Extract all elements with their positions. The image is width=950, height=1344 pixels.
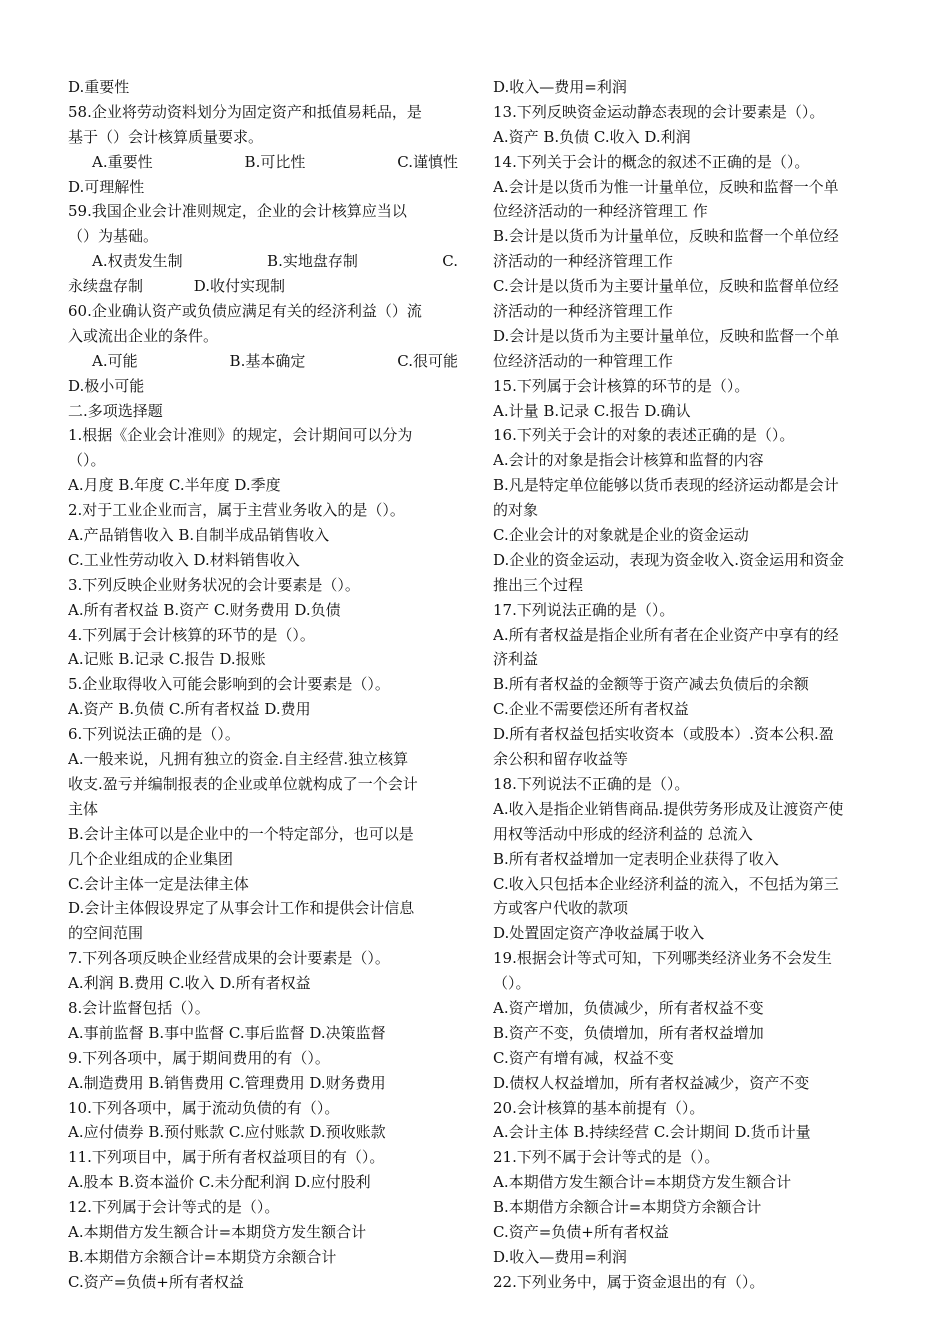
option-b: B.基本确定 xyxy=(229,351,306,370)
text-line: B.会计主体可以是企业中的一个特定部分，也可以是 xyxy=(68,824,414,843)
question-60-options xyxy=(68,349,458,374)
text-line: 1.根据《企业会计准则》的规定，会计期间可以分为 xyxy=(68,426,413,445)
option-c-cont: 永续盘存制 xyxy=(68,277,144,296)
option-b: B.可比性 xyxy=(244,152,306,171)
text-line: A.资产增加，负债减少，所有者权益不变 xyxy=(493,998,764,1017)
text-line: A.记账 B.记录 C.报告 D.报账 xyxy=(68,650,266,669)
text-line: 12.下列属于会计等式的是（）。 xyxy=(68,1198,280,1217)
text-line: 的对象 xyxy=(493,501,539,520)
text-line: A.月度 B.年度 C.半年度 D.季度 xyxy=(68,476,281,495)
option-c: C.很可能 xyxy=(397,351,458,370)
text-line: C.会计是以货币为主要计量单位，反映和监督单位经 xyxy=(493,277,839,296)
option-c: C. xyxy=(442,252,458,271)
question-58-options xyxy=(68,150,458,175)
text-line: D.重要性 xyxy=(68,78,130,96)
text-line: D.处置固定资产净收益属于收入 xyxy=(493,924,705,943)
text-line: A.制造费用 B.销售费用 C.管理费用 D.财务费用 xyxy=(68,1073,386,1092)
text-line: 13.下列反映资金运动静态表现的会计要素是（）。 xyxy=(493,102,825,121)
text-line: 几个企业组成的企业集团 xyxy=(68,849,234,868)
text-line: 济活动的一种经济管理工作 xyxy=(493,252,674,271)
text-line: C.企业会计的对象就是企业的资金运动 xyxy=(493,526,749,545)
option-a: A.重要性 xyxy=(92,152,153,171)
text-line: A.收入是指企业销售商品.提供劳务形成及让渡资产使 xyxy=(493,799,844,818)
text-line: B.所有者权益的金额等于资产减去负债后的余额 xyxy=(493,675,809,694)
text-line: 11.下列项目中，属于所有者权益项目的有（）。 xyxy=(68,1148,385,1167)
text-line: 15.下列属于会计核算的环节的是（）。 xyxy=(493,376,750,395)
option-a: A.权责发生制 xyxy=(92,252,183,271)
question-59-options xyxy=(68,249,458,274)
text-line: 位经济活动的一种经济管理工 作 xyxy=(493,202,708,221)
text-line: A.所有者权益 B.资产 C.财务费用 D.负债 xyxy=(68,600,341,619)
text-line: 方或客户代收的款项 xyxy=(493,899,629,918)
text-line: 10.下列各项中，属于流动负债的有（）。 xyxy=(68,1098,340,1117)
text-line: 22.下列业务中，属于资金退出的有（）。 xyxy=(493,1272,765,1291)
text-line: 19.根据会计等式可知，下列哪类经济业务不会发生 xyxy=(493,949,832,968)
option-d: D.收付实现制 xyxy=(193,277,286,296)
text-line: A.本期借方发生额合计=本期贷方发生额合计 xyxy=(68,1222,367,1241)
text-line: 2.对于工业企业而言，属于主营业务收入的是（）。 xyxy=(68,501,405,520)
text-line: D.企业的资金运动，表现为资金收入.资金运用和资金 xyxy=(493,550,845,569)
text-line: A.一般来说，凡拥有独立的资金.自主经营.独立核算 xyxy=(68,750,409,769)
text-line: 20.会计核算的基本前提有（）。 xyxy=(493,1098,705,1117)
text-line: 的空间范围 xyxy=(68,924,144,943)
text-line: 17.下列说法正确的是（）。 xyxy=(493,600,675,619)
text-line: 6.下列说法正确的是（）。 xyxy=(68,725,240,744)
text-line: 8.会计监督包括（）。 xyxy=(68,998,210,1017)
text-line: D.债权人权益增加，所有者权益减少，资产不变 xyxy=(493,1073,810,1092)
text-line: D.会计是以货币为主要计量单位，反映和监督一个单 xyxy=(493,326,840,345)
option-c: C.谨慎性 xyxy=(397,152,458,171)
text-line: C.收入只包括本企业经济利益的流入，不包括为第三 xyxy=(493,874,839,893)
text-line: A.会计主体 B.持续经营 C.会计期间 D.货币计量 xyxy=(493,1123,811,1142)
left-column xyxy=(68,75,458,1295)
text-line: B.本期借方余额合计=本期贷方余额合计 xyxy=(68,1247,337,1266)
text-line: 收支.盈亏并编制报表的企业或单位就构成了一个会计 xyxy=(68,774,418,793)
text-line: B.所有者权益增加一定表明企业获得了收入 xyxy=(493,849,779,868)
text-line: C.企业不需要偿还所有者权益 xyxy=(493,700,689,719)
text-line: A.会计是以货币为惟一计量单位，反映和监督一个单 xyxy=(493,177,839,196)
text-line: C.会计主体一定是法律主体 xyxy=(68,874,249,893)
text-line: A.股本 B.资本溢价 C.未分配利润 D.应付股利 xyxy=(68,1173,371,1192)
text-line: 21.下列不属于会计等式的是（）。 xyxy=(493,1148,720,1167)
text-line: C.资产=负债+所有者权益 xyxy=(493,1222,669,1241)
right-column xyxy=(493,75,883,1295)
text-line: 18.下列说法不正确的是（）。 xyxy=(493,774,690,793)
text-line: B.本期借方余额合计=本期贷方余额合计 xyxy=(493,1198,762,1217)
text-line: B.会计是以货币为计量单位，反映和监督一个单位经 xyxy=(493,227,839,246)
text-line: A.计量 B.记录 C.报告 D.确认 xyxy=(493,401,691,420)
option-a: A.可能 xyxy=(92,351,138,370)
text-line: C.资产有增有减，权益不变 xyxy=(493,1048,674,1067)
text-line: 16.下列关于会计的对象的表述正确的是（）。 xyxy=(493,426,795,445)
text-line: D.收入—费用=利润 xyxy=(493,78,627,96)
text-line: 14.下列关于会计的概念的叙述不正确的是（）。 xyxy=(493,152,810,171)
text-line: 9.下列各项中，属于期间费用的有（）。 xyxy=(68,1048,330,1067)
text-line: A.会计的对象是指会计核算和监督的内容 xyxy=(493,451,764,470)
option-d: D.极小可能 xyxy=(68,376,145,395)
question-60-stem: 60.企业确认资产或负债应满足有关的经济利益（）流 xyxy=(68,302,422,321)
text-line: A.应付债券 B.预付账款 C.应付账款 D.预收账款 xyxy=(68,1123,386,1142)
text-line: C.资产=负债+所有者权益 xyxy=(68,1272,244,1291)
section-heading: 二.多项选择题 xyxy=(68,401,163,420)
text-line: （）。 xyxy=(68,451,106,470)
question-59-options-cont xyxy=(68,274,458,299)
question-58-stem: 基于（）会计核算质量要求。 xyxy=(68,127,264,146)
text-line: D.所有者权益包括实收资本（或股本）.资本公积.盈 xyxy=(493,725,834,744)
text-line: A.本期借方发生额合计=本期贷方发生额合计 xyxy=(493,1173,792,1192)
text-line: 推出三个过程 xyxy=(493,575,584,594)
text-line: 位经济活动的一种管理工作 xyxy=(493,351,674,370)
text-line: A.事前监督 B.事中监督 C.事后监督 D.决策监督 xyxy=(68,1023,386,1042)
text-line: 主体 xyxy=(68,799,99,818)
text-line: 5.企业取得收入可能会影响到的会计要素是（）。 xyxy=(68,675,390,694)
text-line: A.所有者权益是指企业所有者在企业资产中享有的经 xyxy=(493,625,839,644)
question-60-stem: 入或流出企业的条件。 xyxy=(68,326,219,345)
text-line: B.凡是特定单位能够以货币表现的经济运动都是会计 xyxy=(493,476,839,495)
text-line: D.收入—费用=利润 xyxy=(493,1247,627,1266)
option-d: D.可理解性 xyxy=(68,177,145,196)
text-line: A.资产 B.负债 C.收入 D.利润 xyxy=(493,127,691,146)
text-line: （）。 xyxy=(493,974,531,993)
text-line: D.会计主体假设界定了从事会计工作和提供会计信息 xyxy=(68,899,415,918)
text-line: 余公积和留存收益等 xyxy=(493,750,629,769)
text-line: 7.下列各项反映企业经营成果的会计要素是（）。 xyxy=(68,949,390,968)
question-59-stem: 59.我国企业会计准则规定，企业的会计核算应当以 xyxy=(68,202,407,221)
text-line: 济利益 xyxy=(493,650,539,669)
text-line: 4.下列属于会计核算的环节的是（）。 xyxy=(68,625,315,644)
text-line: A.利润 B.费用 C.收入 D.所有者权益 xyxy=(68,974,311,993)
question-59-stem: （）为基础。 xyxy=(68,227,159,246)
text-line: B.资产不变，负债增加，所有者权益增加 xyxy=(493,1023,764,1042)
option-b: B.实地盘存制 xyxy=(267,252,358,271)
text-line: A.资产 B.负债 C.所有者权益 D.费用 xyxy=(68,700,311,719)
question-58-stem: 58.企业将劳动资料划分为固定资产和抵值易耗品，是 xyxy=(68,102,422,121)
text-line: 用权等活动中形成的经济利益的 总流入 xyxy=(493,824,753,843)
text-line: 3.下列反映企业财务状况的会计要素是（）。 xyxy=(68,575,360,594)
text-line: C.工业性劳动收入 D.材料销售收入 xyxy=(68,550,300,569)
text-line: A.产品销售收入 B.自制半成品销售收入 xyxy=(68,526,330,545)
text-line: 济活动的一种经济管理工作 xyxy=(493,302,674,321)
